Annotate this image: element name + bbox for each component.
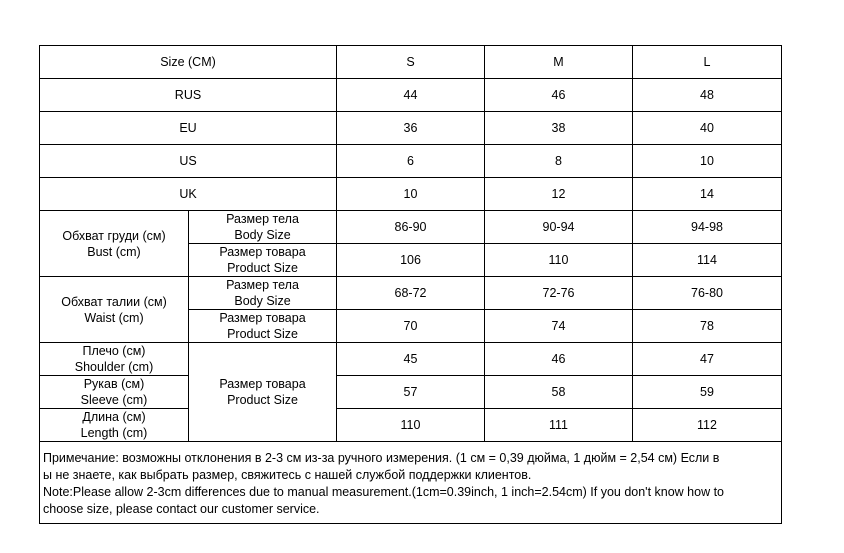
table-cell: 110 — [337, 409, 485, 442]
length-label-ru: Длина (см) — [82, 410, 146, 424]
table-row-sleeve — [40, 376, 782, 409]
table-cell: 74 — [485, 310, 633, 343]
table-cell: 57 — [337, 376, 485, 409]
body-size-label-en: Body Size — [234, 294, 291, 308]
table-cell: 46 — [485, 343, 633, 376]
product-size-label-ru: Размер товара — [219, 245, 306, 259]
table-cell: 36 — [337, 112, 485, 145]
table-cell: 76-80 — [633, 277, 782, 310]
table-cell: 10 — [633, 145, 782, 178]
waist-label-cell — [40, 277, 189, 343]
sleeve-label-en: Sleeve (cm) — [80, 393, 148, 407]
table-row-uk — [40, 178, 782, 211]
table-cell: 10 — [337, 178, 485, 211]
table-cell: 58 — [485, 376, 633, 409]
table-cell: 6 — [337, 145, 485, 178]
length-label-cell — [40, 409, 189, 442]
product-size-label-ru: Размер товара — [219, 377, 306, 391]
shoulder-label-ru: Плечо (см) — [82, 344, 146, 358]
note-row — [40, 442, 782, 524]
size-chart-table — [39, 45, 782, 524]
row-label-eu: EU — [40, 112, 337, 145]
table-cell: 44 — [337, 79, 485, 112]
table-cell: 59 — [633, 376, 782, 409]
bust-label-en: Bust (cm) — [87, 244, 141, 259]
table-cell: 47 — [633, 343, 782, 376]
table-row-shoulder — [40, 343, 782, 376]
row-label-uk: UK — [40, 178, 337, 211]
table-cell: 70 — [337, 310, 485, 343]
table-cell: 46 — [485, 79, 633, 112]
table-cell: 86-90 — [337, 211, 485, 244]
product-size-label-cell — [189, 244, 337, 277]
table-cell: 94-98 — [633, 211, 782, 244]
table-cell: 110 — [485, 244, 633, 277]
table-row-waist-body — [40, 277, 782, 310]
size-header-cell: Size (CM) — [40, 46, 337, 79]
row-label-us: US — [40, 145, 337, 178]
table-cell: 45 — [337, 343, 485, 376]
table-cell: 90-94 — [485, 211, 633, 244]
table-cell: 40 — [633, 112, 782, 145]
size-s-header: S — [337, 46, 485, 79]
note-ru-line2: ы не знаете, как выбрать размер, свяжитесь с нашей службой поддержки клиентов. — [43, 468, 532, 482]
table-cell: 114 — [633, 244, 782, 277]
body-size-label-ru: Размер тела — [226, 212, 299, 226]
table-cell: 106 — [337, 244, 485, 277]
body-size-label-ru: Размер тела — [226, 278, 299, 292]
table-cell: 111 — [485, 409, 633, 442]
header-row — [40, 46, 782, 79]
table-row-rus — [40, 79, 782, 112]
note-en-line2: choose size, please contact our customer service. — [43, 502, 320, 516]
table-row-eu — [40, 112, 782, 145]
table-cell: 14 — [633, 178, 782, 211]
product-size-label-en: Product Size — [227, 327, 298, 341]
table-cell: 38 — [485, 112, 633, 145]
table-row-us — [40, 145, 782, 178]
table-cell: 112 — [633, 409, 782, 442]
sleeve-label-ru: Рукав (см) — [83, 377, 145, 391]
sleeve-label-cell — [40, 376, 189, 409]
body-size-label-cell — [189, 211, 337, 244]
size-m-header: M — [485, 46, 633, 79]
length-label-en: Length (cm) — [80, 426, 148, 440]
product-size-label-en: Product Size — [227, 393, 298, 407]
note-cell — [40, 442, 782, 524]
size-l-header: L — [633, 46, 782, 79]
product-size-label-en: Product Size — [227, 261, 298, 275]
table-cell: 12 — [485, 178, 633, 211]
product-size-label-ru: Размер товара — [219, 311, 306, 325]
table-cell: 8 — [485, 145, 633, 178]
table-row-bust-body — [40, 211, 782, 244]
row-label-rus: RUS — [40, 79, 337, 112]
shoulder-label-en: Shoulder (cm) — [74, 360, 154, 374]
body-size-label-cell — [189, 277, 337, 310]
note-en-line1: Note:Please allow 2-3cm differences due to manual measurement.(1cm=0.39inch, 1 inch=2.54cm) If you don't know how to — [43, 485, 724, 499]
waist-label-ru: Обхват талии (см) — [61, 294, 167, 309]
body-size-label-en: Body Size — [234, 228, 291, 242]
waist-label-en: Waist (cm) — [84, 310, 144, 325]
table-cell: 78 — [633, 310, 782, 343]
product-size-label-cell — [189, 310, 337, 343]
note-ru-line1: Примечание: возможны отклонения в 2-3 см из-за ручного измерения. (1 см = 0,39 дюйма, 1 дюйм = 2,54 см) Если в — [43, 451, 720, 465]
table-cell: 72-76 — [485, 277, 633, 310]
bust-label-ru: Обхват груди (см) — [62, 228, 166, 243]
table-cell: 68-72 — [337, 277, 485, 310]
bust-label-cell — [40, 211, 189, 277]
table-row-length — [40, 409, 782, 442]
garment-product-size-label-cell — [189, 343, 337, 442]
table-cell: 48 — [633, 79, 782, 112]
shoulder-label-cell — [40, 343, 189, 376]
